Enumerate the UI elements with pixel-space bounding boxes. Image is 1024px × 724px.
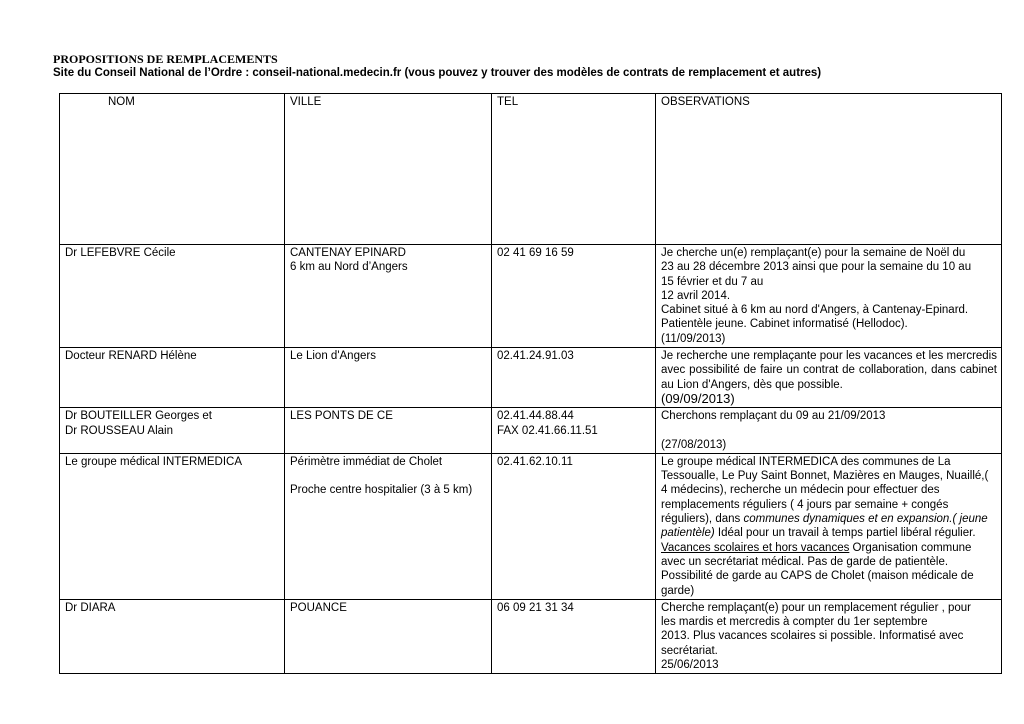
blank-line (290, 469, 487, 483)
obs-text: Je recherche une remplaçante pour les vacances et les mercredis avec possibilité de faire un contrat de collaboration, dans cabinet au Lion d'Angers, dès que possible. (661, 350, 997, 391)
obs-text: Cherchons remplaçant du 09 au 21/09/2013 (661, 410, 886, 423)
page-title: PROPOSITIONS DE REMPLACEMENTS (53, 52, 278, 66)
table-row (60, 453, 1002, 599)
obs-text: Le groupe médical INTERMEDICA des communes de La Tessoualle, Le Puy Saint Bonnet, Mazières en Mauges, Nuaillé,( 4 médecins), recherche un médecin pour effectuer des remplacements réguliers ( 4 jours par semaine + congés réguliers), dans (661, 455, 989, 526)
column-header-observations: OBSERVATIONS (656, 94, 1002, 245)
cell-nom: Dr DIARA (60, 599, 285, 673)
table-header-row (60, 94, 1002, 245)
ville-line: POUANCE (290, 601, 347, 614)
ville-line: Le Lion d'Angers (290, 350, 376, 363)
cell-nom (60, 408, 285, 454)
tel-line: 02.41.62.10.11 (497, 455, 573, 468)
obs-date: (11/09/2013) (661, 332, 726, 345)
obs-line: 23 au 28 décembre 2013 ainsi que pour la semaine du 10 au (661, 261, 972, 274)
obs-line: les mardis et mercredis à compter du 1er septembre (661, 616, 928, 629)
ville-line: 6 km au Nord d’Angers (290, 261, 408, 274)
column-header-nom: NOM (60, 94, 285, 245)
cell-tel (492, 348, 656, 408)
cell-ville (285, 245, 492, 348)
column-header-ville: VILLE (285, 94, 492, 245)
cell-observations (656, 453, 1002, 599)
cell-nom: Le groupe médical INTERMEDICA (60, 453, 285, 599)
table-row (60, 245, 1002, 348)
blank-line (661, 424, 997, 438)
obs-line: Patientèle jeune. Cabinet informatisé (Hellodoc). (661, 318, 908, 331)
obs-text: Idéal pour un travail à temps partiel libéral régulier. (714, 527, 976, 540)
cell-ville (285, 408, 492, 454)
nom-line: Dr ROUSSEAU Alain (65, 424, 174, 437)
cell-ville (285, 453, 492, 599)
obs-text-italic: communes dynamiques et en expansion.( jeune patientèle) (661, 513, 988, 540)
cell-tel (492, 408, 656, 454)
cell-observations (656, 599, 1002, 673)
fax-line: FAX 02.41.66.11.51 (497, 424, 598, 437)
ville-line: Proche centre hospitalier (3 à 5 km) (290, 484, 473, 497)
ville-line: CANTENAY EPINARD (290, 247, 406, 259)
ville-line: LES PONTS DE CE (290, 410, 393, 423)
obs-line: 2013. Plus vacances scolaires si possible. Informatisé avec (661, 630, 964, 643)
obs-date: (09/09/2013) (661, 390, 735, 406)
cell-observations (656, 408, 1002, 454)
cell-observations (656, 245, 1002, 348)
obs-text-underlined: Vacances scolaires et hors vacances (661, 541, 850, 554)
cell-nom: Docteur RENARD Hélène (60, 348, 285, 408)
cell-ville (285, 599, 492, 673)
obs-text: Organisation commune avec un secrétariat médical. Pas de garde de patientèle. Possibilité de garde au CAPS de Cholet (maison médicale de garde) (661, 541, 974, 597)
obs-line: 15 février et du 7 au (661, 275, 764, 288)
obs-line: 12 avril 2014. (661, 289, 731, 302)
tel-line: 02.41.24.91.03 (497, 350, 574, 363)
table-row (60, 348, 1002, 408)
obs-line: secrétariat. (661, 644, 718, 657)
obs-date: 25/06/2013 (661, 659, 719, 672)
cell-ville (285, 348, 492, 408)
obs-line: Cabinet situé à 6 km au nord d'Angers, à Cantenay-Epinard. (661, 304, 969, 317)
nom-line: Dr BOUTEILLER Georges et (65, 410, 212, 423)
cell-tel (492, 599, 656, 673)
cell-tel (492, 453, 656, 599)
page-subtitle: Site du Conseil National de l’Ordre : conseil-national.medecin.fr (vous pouvez y trouver des modèles de contrats de remplacement et autres) (53, 67, 822, 79)
table-row (60, 408, 1002, 454)
obs-date: (27/08/2013) (661, 438, 727, 451)
tel-line: 02 41 69 16 59 (497, 247, 574, 259)
replacements-table (59, 93, 1002, 674)
cell-tel (492, 245, 656, 348)
table-row (60, 599, 1002, 673)
ville-line: Périmètre immédiat de Cholet (290, 455, 443, 468)
cell-observations (656, 348, 1002, 408)
obs-line: Cherche remplaçant(e) pour un remplacement régulier , pour (661, 601, 972, 614)
cell-nom: Dr LEFEBVRE Cécile (60, 245, 285, 348)
column-header-tel: TEL (492, 94, 656, 245)
tel-line: 02.41.44.88.44 (497, 410, 574, 423)
tel-line: 06 09 21 31 34 (497, 601, 574, 614)
obs-line: Je cherche un(e) remplaçant(e) pour la semaine de Noël du (661, 247, 966, 259)
